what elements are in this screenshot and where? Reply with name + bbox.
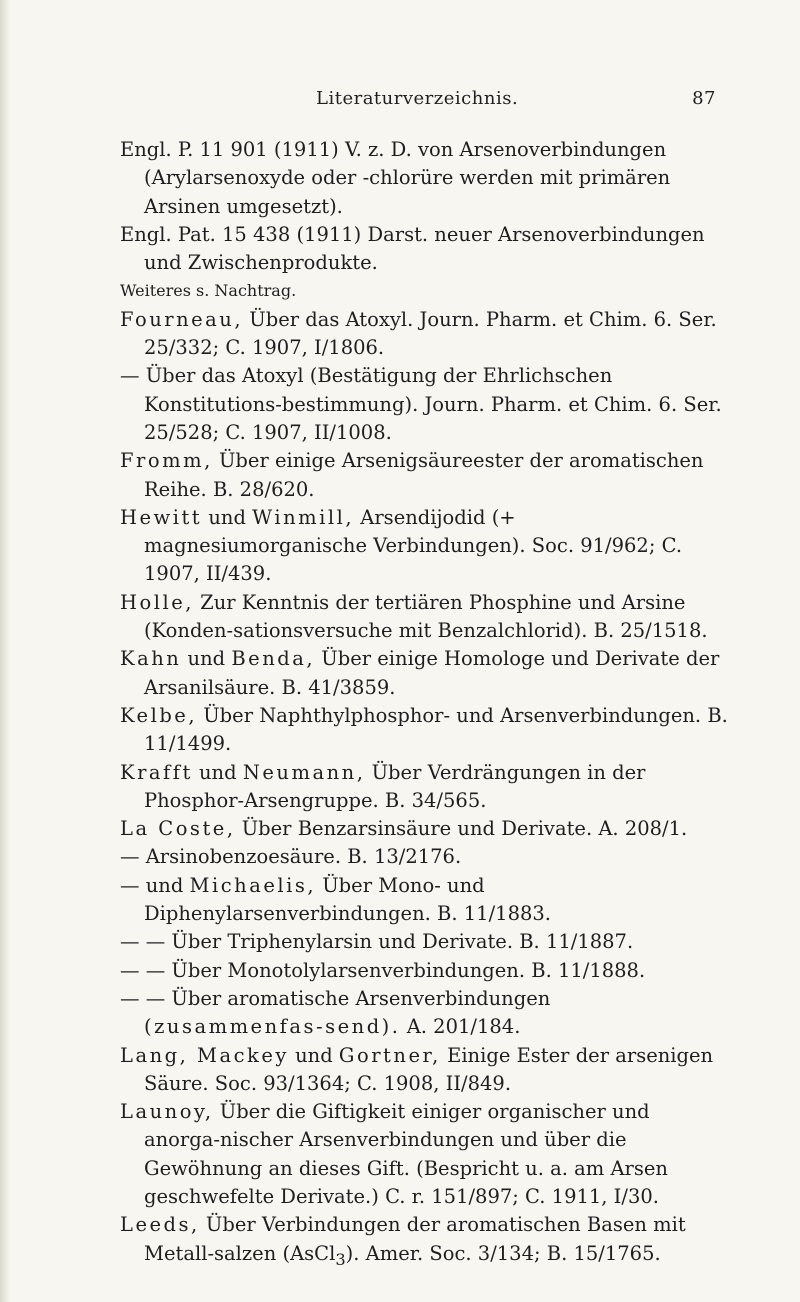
bibliography-entry: — Arsinobenzoesäure. B. 13/2176. — [120, 845, 462, 869]
bibliography-entry: — — Über aromatische Arsenverbindungen (zusammenfas-send). A. 201/184. — [120, 986, 551, 1039]
author-name: Fromm, — [120, 449, 213, 473]
author-name: Launoy, — [120, 1100, 214, 1124]
bibliography-entry: Hewitt und Winmill, Arsendijodid (+ magnesiumorganische Verbindungen). Soc. 91/962; C. 1907, II/439. — [120, 505, 683, 586]
bibliography-entry: — — Über Triphenylarsin und Derivate. B. 11/1887. — [120, 930, 634, 954]
author-name: Kelbe, — [120, 703, 198, 727]
bibliography-list — [120, 136, 730, 1274]
bibliography-entry: Launoy, Über die Giftigkeit einiger organischer und anorga-nischer Arsenverbindungen und über die Gewöhnung an dieses Gift. (Bespricht u. a. am Arsen geschwefelte Derivate.) C. r. 151/897; C. 1911, I/30. — [120, 1100, 668, 1208]
bibliography-note: Weiteres s. Nachtrag. — [120, 281, 297, 301]
author-name: Fourneau, — [120, 307, 244, 331]
bibliography-entry: Leeds, Über Verbindungen der aromatischen Basen mit Metall-salzen (AsCl$_3$). Amer. Soc. 3/134; B. 15/1765. — [120, 1213, 686, 1269]
author-name: Winmill, — [252, 505, 355, 529]
author-name: Leeds, — [120, 1213, 200, 1237]
author-name: Kahn — [120, 647, 182, 671]
author-name: La Coste, — [120, 817, 236, 841]
bibliography-entry: Krafft und Neumann, Über Verdrängungen in der Phosphor-Arsengruppe. B. 34/565. — [120, 760, 646, 812]
bibliography-entry: — Über das Atoxyl (Bestätigung der Ehrlichschen Konstitutions-bestimmung). Journ. Pharm. et Chim. 6. Ser. 25/528; C. 1907, II/1008. — [120, 364, 722, 444]
running-title: Literaturverzeichnis. — [316, 88, 519, 109]
author-name: Gortner, — [338, 1043, 441, 1067]
bibliography-entry: Fourneau, Über das Atoxyl. Journ. Pharm. et Chim. 6. Ser. 25/332; C. 1907, I/1806. — [120, 307, 717, 360]
author-name: Michaelis, — [189, 873, 317, 897]
author-name: Lang, Mackey — [120, 1043, 289, 1067]
bibliography-entry: Kelbe, Über Naphthylphosphor- und Arsenverbindungen. B. 11/1499. — [120, 703, 728, 756]
subscript: 3 — [335, 1249, 346, 1269]
bibliography-entry: — — Über Monotolylarsenverbindungen. B. 11/1888. — [120, 958, 646, 982]
bibliography-entry: Engl. Pat. 15 438 (1911) Darst. neuer Arsenoverbindungen und Zwischenprodukte. — [120, 222, 705, 275]
author-name: Hewitt — [120, 505, 203, 529]
author-name: Krafft — [120, 760, 193, 784]
bibliography-entry: Lang, Mackey und Gortner, Einige Ester der arsenigen Säure. Soc. 93/1364; C. 1908, II/849. — [120, 1043, 714, 1095]
bibliography-entry: Fromm, Über einige Arsenigsäureester der aromatischen Reihe. B. 28/620. — [120, 449, 704, 501]
author-name: Benda, — [231, 647, 316, 671]
page-number: 87 — [692, 88, 716, 109]
bibliography-entry: Engl. P. 11 901 (1911) V. z. D. von Arsenoverbindungen (Arylarsenoxyde oder -chlorüre werden mit primären Arsinen umgesetzt). — [120, 138, 671, 218]
author-name: Holle, — [120, 590, 194, 614]
bibliography-entry: La Coste, Über Benzarsinsäure und Derivate. A. 208/1. — [120, 817, 688, 841]
bibliography-entry: — und Michaelis, Über Mono- und Diphenylarsenverbindungen. B. 11/1883. — [120, 873, 551, 926]
spaced-emphasis: (zusammenfas-send). — [144, 1015, 401, 1039]
author-name: Neumann, — [242, 760, 366, 784]
bibliography-entry: Kahn und Benda, Über einige Homologe und Derivate der Arsanilsäure. B. 41/3859. — [120, 647, 720, 699]
bibliography-entry: Holle, Zur Kenntnis der tertiären Phosphine und Arsine (Konden-sationsversuche mit Benzalchlorid). B. 25/1518. — [120, 590, 708, 643]
